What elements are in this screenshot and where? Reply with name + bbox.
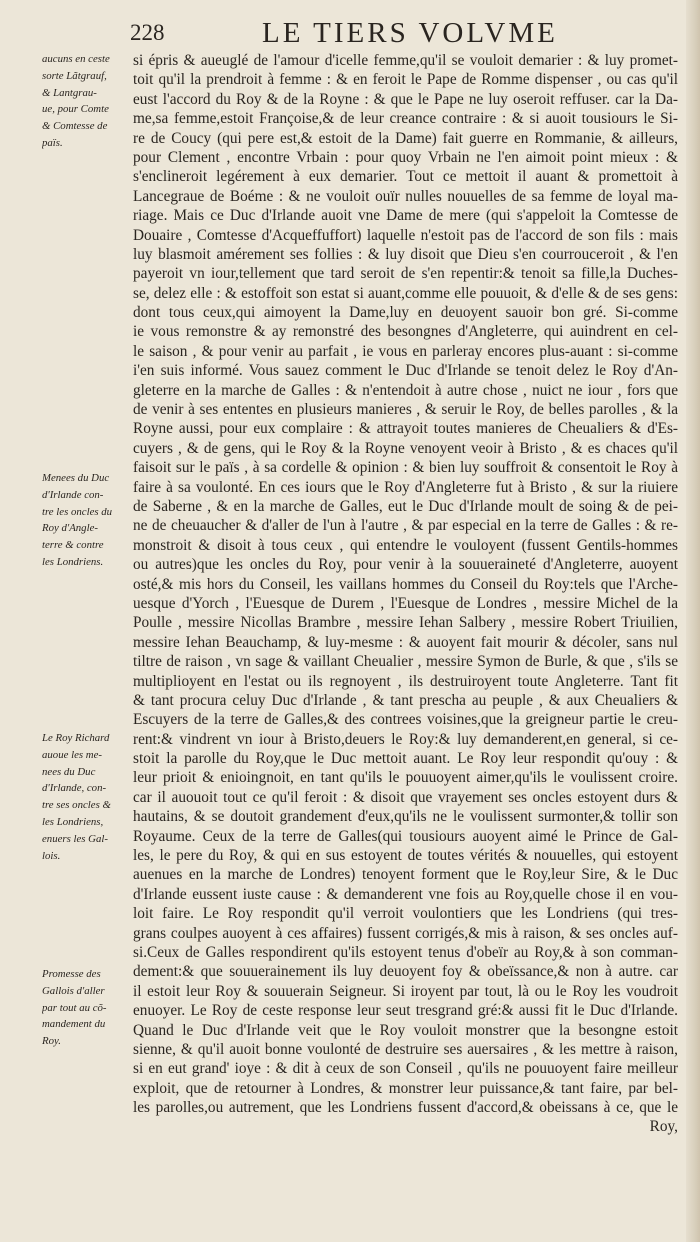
text-line: s'enclineroit legérement à eux demarier. Tout ce mettoit il auant & promettoit à [133, 168, 678, 186]
text-line: monstroit & disoit à tous ceux , qui entendre le vouloyent (fussent Gentils-hommes [133, 536, 678, 554]
text-line: stoit la parolle du Roy,que le Duc mettoit auant. Le Roy leur respondit qu'ouy : & [133, 750, 678, 768]
page-edge [686, 0, 700, 1242]
running-title: LE TIERS VOLVME [262, 17, 558, 49]
text-line: & tant procura celuy Duc d'Irlande , & tant prescha au peuple , & aux Cheualiers & [133, 691, 678, 709]
text-line: il estoit leur Roy & souuerain Seigneur. Si iroyent par tout, là ou le Roy les voudroit [133, 982, 678, 1000]
text-line: si épris & aueuglé de l'amour d'icelle femme,qu'il se vouloit demarier : & luy promet- [133, 52, 678, 69]
text-line: les, le pere du Roy, & qui en sus estoyent de toutes vérités & nouuelles, qui estoyent [133, 847, 678, 865]
text-line: Poulle , messire Nicollas Brambre , messire Iehan Salbery , messire Robert Triuilien, [133, 614, 678, 632]
margin-note-line: & Lantgrau- [42, 86, 97, 99]
margin-note-line: nees du Duc [42, 765, 96, 778]
catchword-line: Roy, [649, 1118, 678, 1136]
text-line: luy blasmoit amérement ses follies : & luy disoit que Dieu s'en courrouceroit , & l'en [133, 245, 678, 263]
margin-note-line: sorte Lãtgrauf, [42, 69, 107, 82]
text-line: ie vous remonstre & ay remonstré des besongnes d'Angleterre, qui auindrent en cel- [133, 323, 678, 341]
margin-note-line: lois. [42, 849, 61, 862]
text-line: se, delez elle : & estoffoit son estat si auant,comme elle pouuoit, & d'elle & de ses gens: [133, 284, 678, 302]
margin-note-line: Roy d'Angle- [42, 522, 98, 535]
text-line: me,sa femme,estoit Françoise,& de leur creance contraire : & si auoit tousiours le Si- [133, 110, 678, 128]
text-line: cuyers , & de gens, qui le Roy & la Royne venoyent veoir à Bristo , & es chaces qu'il [133, 439, 678, 457]
margin-note-line: païs. [42, 136, 63, 149]
text-line: osté,& mis hors du Conseil, les vaillans hommes du Conseil du Roy:tels que l'Arche- [133, 575, 678, 593]
text-line: payeroit vn iour,tellement que tard seroit de s'en repentir:& tenoit sa fille,la Duches- [133, 265, 678, 283]
text-line: riage. Mais ce Duc d'Irlande auoit vne Dame de mere (qui s'appeloit la Comtesse de [133, 207, 678, 225]
text-line: faire à sa voulonté. En ces iours que le Roy d'Angleterre fut à Bristo , & sur la riuiere [133, 478, 678, 496]
margin-note-line: mandement du [42, 1018, 106, 1031]
margin-note-line: ue, pour Comte [42, 103, 109, 116]
text-line: Lancegraue de Boéme : & ne vouloit ouïr nulles nouuelles de sa femme de loyal ma- [133, 187, 678, 205]
text-line: si.Ceux de Galles respondirent qu'ils estoyent tenus d'obeïr au Roy,& à son comman- [133, 943, 678, 961]
text-line: si en eut grand' ioye : & dit à ceux de son Conseil , qu'ils ne pouuoyent faire meilleur [133, 1060, 678, 1078]
margin-note-line: & Comtesse de [42, 120, 108, 133]
margin-note-line: auoue les me- [42, 748, 102, 761]
text-line: i'en suis informé. Vous sauez comment le Duc d'Irlande se tenoit delez le Roy d'An- [133, 362, 678, 380]
text-line: de venir à ses ententes en plusieurs manieres , & seruir le Roy, de belles parolles , & la [133, 401, 678, 419]
text-line: de Saberne , & en la marche de Galles, eut le Duc d'Irlande moult de soing & de pei- [133, 497, 678, 515]
margin-note [42, 51, 134, 152]
text-line: Escuyers de la terre de Galles,& des contrees voisines,que la greigneur partie le creu- [133, 711, 678, 729]
text-line: loit faire. Le Roy respondit qu'il verroit voulontiers que les Londriens (qui tres- [133, 905, 678, 923]
text-line: ou autres)que les oncles du Roy, pour venir à la souueraineté d'Angleterre, auoyent [133, 556, 678, 574]
margin-note-line: enuers les Gal- [42, 832, 108, 845]
text-line: multiplioyent en l'estat ou ils regnoyent , ils destruiroyent toute Angleterre. Tant fit [133, 672, 678, 690]
margin-note-line: tre les oncles du [42, 505, 113, 518]
text-line: Royaume. Ceux de la terre de Galles(qui tousiours auoyent aimé le Prince de Gal- [133, 827, 678, 845]
text-line: messire Iehan Beauchamp, & luy-mesme : & auoyent fait mourir & décoler, sans nul [133, 633, 678, 651]
margin-note [42, 966, 134, 1050]
text-line: dement:& que souuerainement ils luy deuoyent foy & obeïssance,& non à autre. car [133, 963, 678, 981]
text-line: le saison , & pour venir au parfait , ie vous en parleray encores plus-auant : si-comme [133, 342, 678, 360]
text-line: d'Irlande eussent iuste cause : & demanderent vne fois au Roy,quelle chose il en vou- [133, 885, 678, 903]
text-line: eust l'accord du Roy & de la Royne : & que le Pape ne luy oseroit reffuser. car la Da- [133, 90, 678, 108]
margin-note-line: tre ses oncles & [42, 799, 111, 812]
main-text-column [133, 51, 678, 1137]
margin-note-line: Le Roy Richard [42, 732, 110, 744]
margin-note [42, 730, 134, 864]
text-line: leur prioit & enioingnoit, en tant qu'ils le pouuoyent aimer,qu'ils le voulissent croire. [133, 769, 678, 787]
text-line: les parolles,ou autrement, que les Londriens fussent d'accord,& obeissans à ce, que le [133, 1099, 678, 1117]
text-line: tiltre de raison , vn sage & vaillant Cheualier , messire Symon de Burle, & que , s'ils se [133, 653, 678, 671]
margin-note-line: Gallois d'aller [42, 984, 105, 997]
text-line: ne de cheuaucher & d'aller de l'un à l'autre , & par especial en la terre de Galles : & re- [133, 517, 678, 535]
margin-note [42, 470, 134, 571]
text-line: uesque d'Yorch , l'Euesque de Durem , l'Euesque de Londres , messire Michel de la [133, 594, 678, 612]
margin-note-line: terre & contre [42, 539, 104, 552]
text-line: Royne aussi, pour eux complaire : & attrayoit toutes manieres de Cheualiers & d'Es- [133, 420, 678, 438]
text-line: Douaire , Comtesse d'Acqueffuffort) laquelle n'estoit pas de l'accord de son fils : mais [133, 226, 678, 244]
text-line: hautains, & se doutoit grandement d'eux,qu'ils ne le voulissent surmonter,& tollir son [133, 808, 678, 826]
margin-note-line: d'Irlande con- [42, 488, 104, 501]
margin-note-line: les Londriens. [42, 555, 104, 568]
margin-note-line: Roy. [42, 1035, 61, 1048]
text-line: car il auouoit tout ce qu'il feroit : & disoit que vrayement ses oncles estoyent durs & [133, 788, 678, 806]
margin-note-line: d'Irlande, con- [42, 782, 107, 795]
margin-note-line: les Londriens, [42, 815, 104, 828]
text-line: auenues en la marche de Londres) tenoyent forment que le Roy,leur Sire, & le Duc [133, 866, 678, 884]
margin-note-line: par tout au cõ- [42, 1001, 107, 1014]
text-line: toit qu'il la prendroit à femme : & en feroit le Pape de Romme dispenser , ou cas qu'il [133, 71, 678, 89]
text-line: exploit, que de retourner à Londres, & monstrer leur puissance,& tant faire, par bel- [133, 1079, 678, 1097]
margin-note-line: Menees du Duc [42, 472, 110, 484]
text-line: enuoyer. Le Roy de ceste response leur seut tresgrand gré:& aussi fit le Duc d'Irlande. [133, 1002, 678, 1020]
text-line: re de Coucy (qui pere est,& estoit de la Dame) fait guerre en Rommanie, & ailleurs, [133, 129, 678, 147]
margin-note-line: aucuns en ceste [42, 53, 110, 65]
text-line: sienne, & qu'il auoit bonne voulonté de destruire ses auersaires , & les mettre à raison, [133, 1040, 678, 1058]
text-line: faisoit sur le païs , à sa cordelle & opinion : & bien luy souffroit & consentoit le Roy à [133, 459, 678, 477]
text-line: grans coulpes auoyent à ces affaires) fussent corrigés,& mis à raison, & ses oncles auf- [133, 924, 678, 942]
margin-note-line: Promesse des [42, 968, 101, 980]
folio-number: 228 [130, 20, 165, 45]
text-line: pour Clement , encontre Vrbain : pour quoy Vrbain ne l'en aimoit point mieux : & [133, 148, 678, 166]
text-line: rent:& vindrent vn iour à Bristo,deuers le Roy:& luy demanderent,en general, si ce- [133, 730, 678, 748]
text-line: gleterre en la marche de Galles : & n'entendoit à autre chose , nuict ne iour , fors que [133, 381, 678, 399]
text-line: dont tous ceux,qui aimoyent la Dame,luy en deuoyent sauoir bon gré. Si-comme [133, 304, 678, 322]
text-line: Quand le Duc d'Irlande veit que le Roy vouloit monstrer que la besongne estoit [133, 1021, 678, 1039]
